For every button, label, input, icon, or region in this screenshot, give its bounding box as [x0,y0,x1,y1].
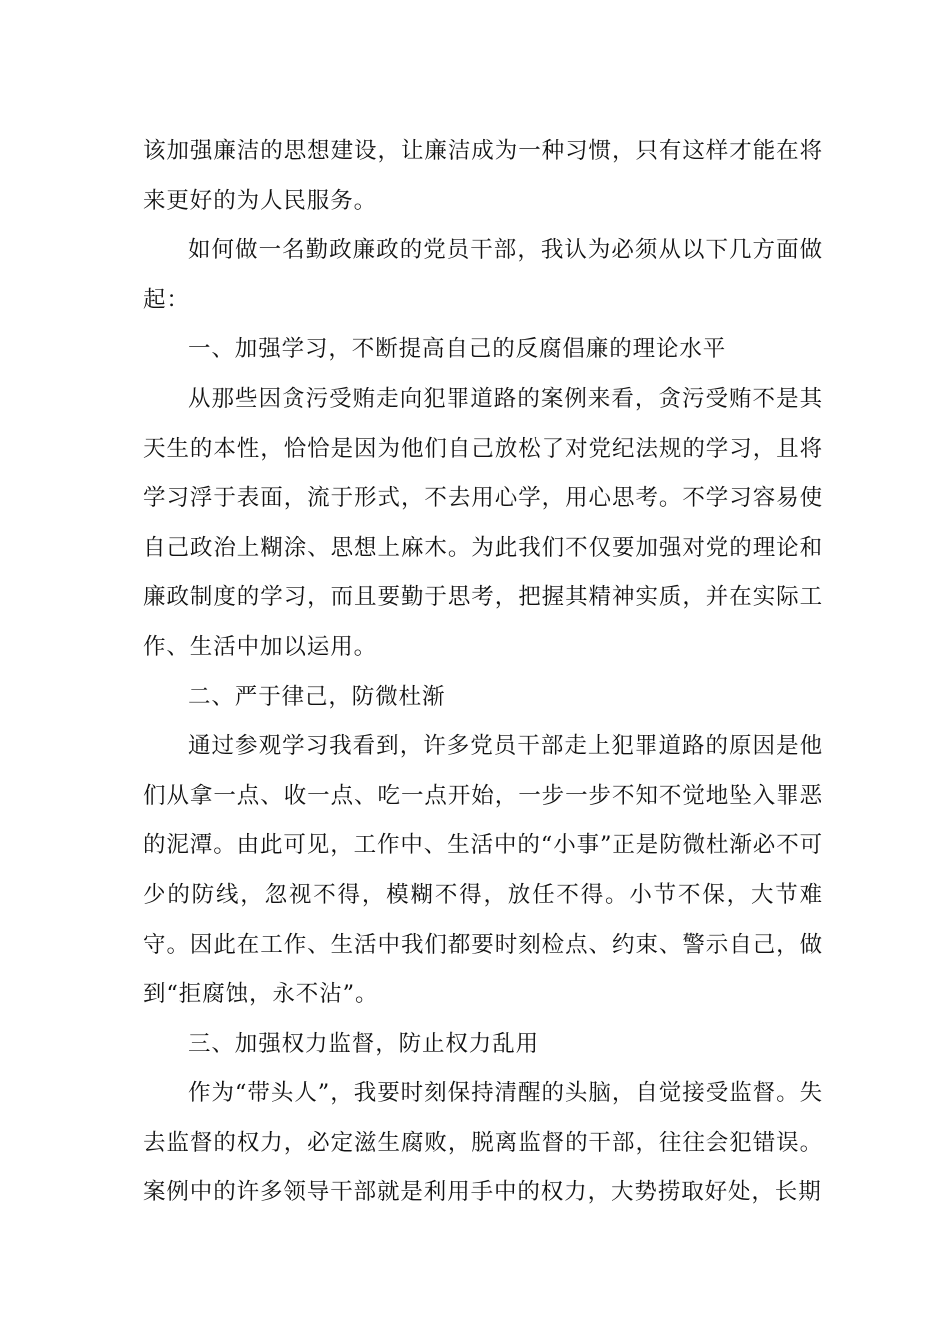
section-heading-1: 一、加强学习，不断提高自己的反腐倡廉的理论水平 [188,336,727,363]
section-heading-2: 二、严于律己，防微杜渐 [188,683,446,710]
paragraph-continuation: 该加强廉洁的思想建设，让廉洁成为一种习惯，只有这样才能在将来更好的为人民服务。 [143,138,823,214]
paragraph-section-3: 作为“带头人”，我要时刻保持清醒的头脑，自觉接受监督。失去监督的权力，必定滋生腐败，脱离监督的干部，往往会犯错误。案例中的许多领导干部就是利用手中的权力，大势捞取好处，长期 [143,1080,823,1206]
section-heading-3: 三、加强权力监督，防止权力乱用 [188,1030,540,1057]
paragraph-section-1: 从那些因贪污受贿走向犯罪道路的案例来看，贪污受贿不是其天生的本性，恰恰是因为他们自己放松了对党纪法规的学习，且将学习浮于表面，流于形式，不去用心学，用心思考。不学习容易使自己政治上糊涂、思想上麻木。为此我们不仅要加强对党的理论和廉政制度的学习，而且要勤于思考，把握其精神实质，并在实际工作、生活中加以运用。 [143,385,823,660]
paragraph-section-2: 通过参观学习我看到，许多党员干部走上犯罪道路的原因是他们从拿一点、收一点、吃一点开始，一步一步不知不觉地坠入罪恶的泥潭。由此可见，工作中、生活中的“小事”正是防微杜渐必不可少的防线，忽视不得，模糊不得，放任不得。小节不保，大节难守。因此在工作、生活中我们都要时刻检点、约束、警示自己，做到“拒腐蚀，永不沾”。 [143,733,824,1008]
paragraph-intro: 如何做一名勤政廉政的党员干部，我认为必须从以下几方面做起： [143,237,823,313]
document-body [143,127,823,1218]
